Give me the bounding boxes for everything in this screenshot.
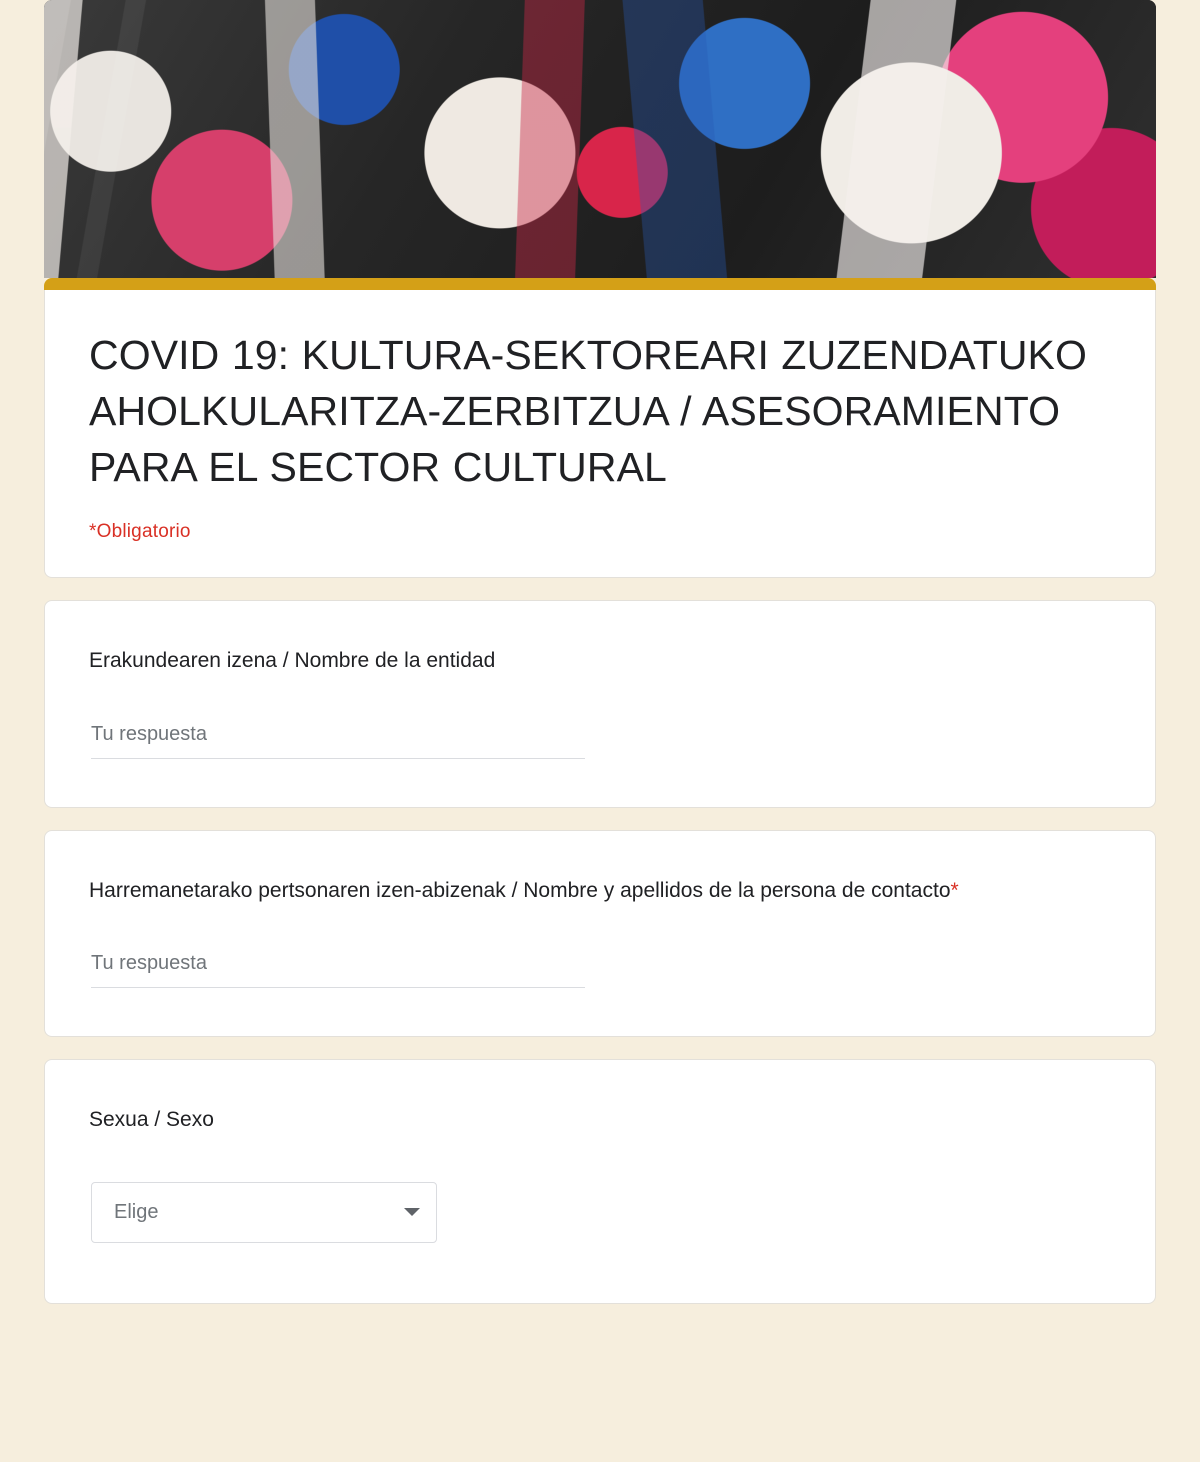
- chevron-down-icon: [404, 1208, 420, 1216]
- page-title: COVID 19: KULTURA-SEKTOREARI ZUZENDATUKO AHOLKULARITZA-ZERBITZUA / ASESORAMIENTO PARA EL SECTOR CULTURAL: [89, 332, 1087, 490]
- question-card-entity-name: [44, 600, 1156, 808]
- question-label-text: Harremanetarako pertsonaren izen-abizenak / Nombre y apellidos de la persona de contacto: [89, 878, 951, 902]
- dropdown-selected-value: Elige: [114, 1200, 159, 1223]
- required-note: *Obligatorio: [89, 521, 191, 543]
- banner-fingers: [44, 0, 1156, 278]
- dropdown-sex[interactable]: [91, 1182, 437, 1243]
- answer-input-contact-name[interactable]: Tu respuesta: [91, 952, 585, 988]
- question-card-sex: [44, 1059, 1156, 1304]
- question-card-contact-name: [44, 830, 1156, 1038]
- question-label: Sexua / Sexo: [89, 1108, 214, 1132]
- required-asterisk: *: [950, 878, 959, 902]
- accent-bar: [44, 278, 1156, 290]
- answer-input-entity-name[interactable]: Tu respuesta: [91, 723, 585, 759]
- form-title-card: [44, 290, 1156, 578]
- question-label: Erakundearen izena / Nombre de la entidad: [89, 649, 496, 673]
- question-label: [89, 875, 1111, 907]
- form-header-image: [44, 0, 1156, 278]
